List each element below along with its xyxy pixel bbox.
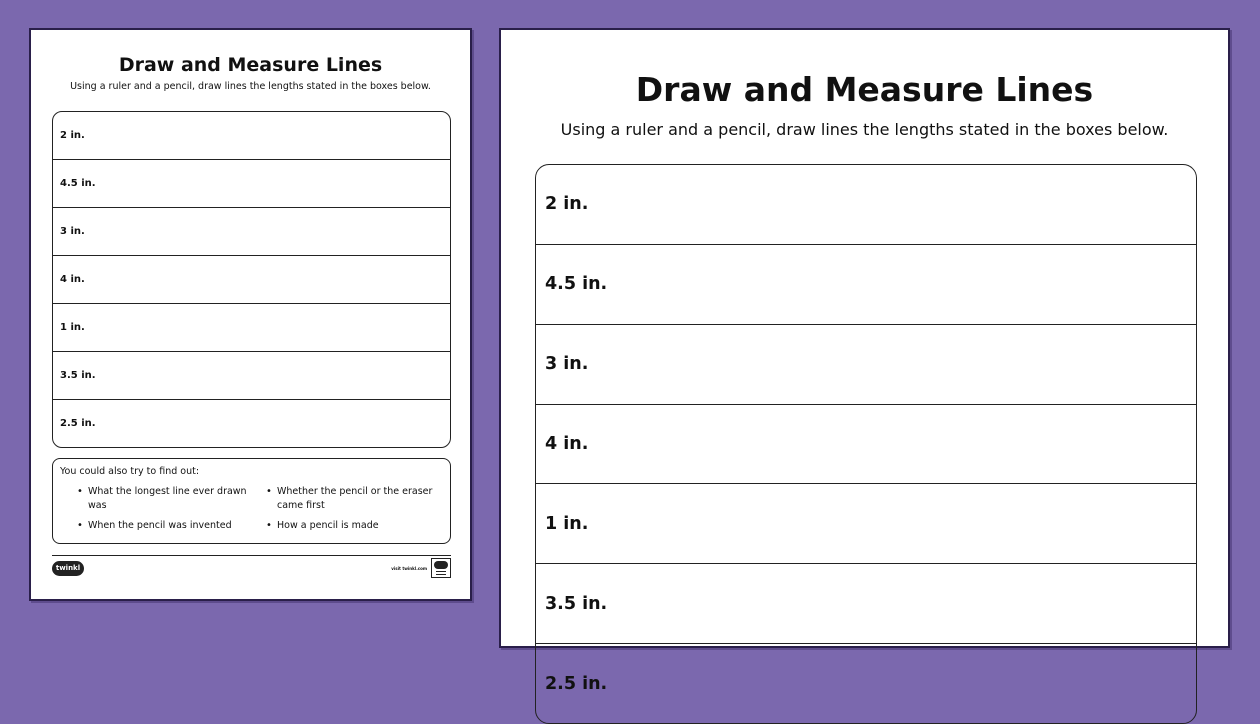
length-row: 1 in. bbox=[53, 304, 450, 352]
extension-heading: You could also try to find out: bbox=[60, 466, 200, 477]
length-row: 4.5 in. bbox=[53, 160, 450, 208]
length-row: 3 in. bbox=[53, 208, 450, 256]
worksheet-instructions: Using a ruler and a pencil, draw lines the lengths stated in the boxes below. bbox=[70, 81, 431, 92]
length-row: 3 in. bbox=[536, 325, 1196, 405]
worksheet-title-large: Draw and Measure Lines bbox=[635, 70, 1094, 109]
length-row: 2 in. bbox=[53, 112, 450, 160]
worksheet-title: Draw and Measure Lines bbox=[118, 54, 383, 76]
length-row: 3.5 in. bbox=[536, 564, 1196, 644]
length-row: 4 in. bbox=[536, 405, 1196, 485]
length-boxes-large bbox=[535, 164, 1197, 724]
length-row: 4 in. bbox=[53, 256, 450, 304]
extension-item: • How a pencil is made bbox=[266, 519, 443, 533]
length-row: 3.5 in. bbox=[53, 352, 450, 400]
extension-item: • When the pencil was invented bbox=[77, 519, 254, 533]
worksheet-footer bbox=[52, 555, 451, 582]
length-row: 2.5 in. bbox=[60, 418, 96, 429]
length-row: 2.5 in. bbox=[545, 673, 608, 694]
length-boxes bbox=[52, 111, 451, 448]
length-row: 2 in. bbox=[536, 165, 1196, 245]
length-row: 4.5 in. bbox=[536, 245, 1196, 325]
worksheet-zoom bbox=[499, 28, 1230, 694]
extension-box bbox=[52, 458, 451, 544]
extension-item: • Whether the pencil or the eraser came first bbox=[266, 485, 443, 513]
twinkl-logo: twinkl bbox=[52, 561, 84, 576]
worksheet-thumbnail bbox=[29, 28, 472, 601]
length-row: 1 in. bbox=[536, 484, 1196, 564]
extension-list bbox=[60, 485, 443, 533]
footer-url: visit twinkl.com bbox=[391, 566, 427, 571]
worksheet-instructions-large: Using a ruler and a pencil, draw lines the lengths stated in the boxes below. bbox=[560, 120, 1169, 139]
quality-badge-icon bbox=[431, 558, 451, 578]
extension-item: • What the longest line ever drawn was bbox=[77, 485, 254, 513]
